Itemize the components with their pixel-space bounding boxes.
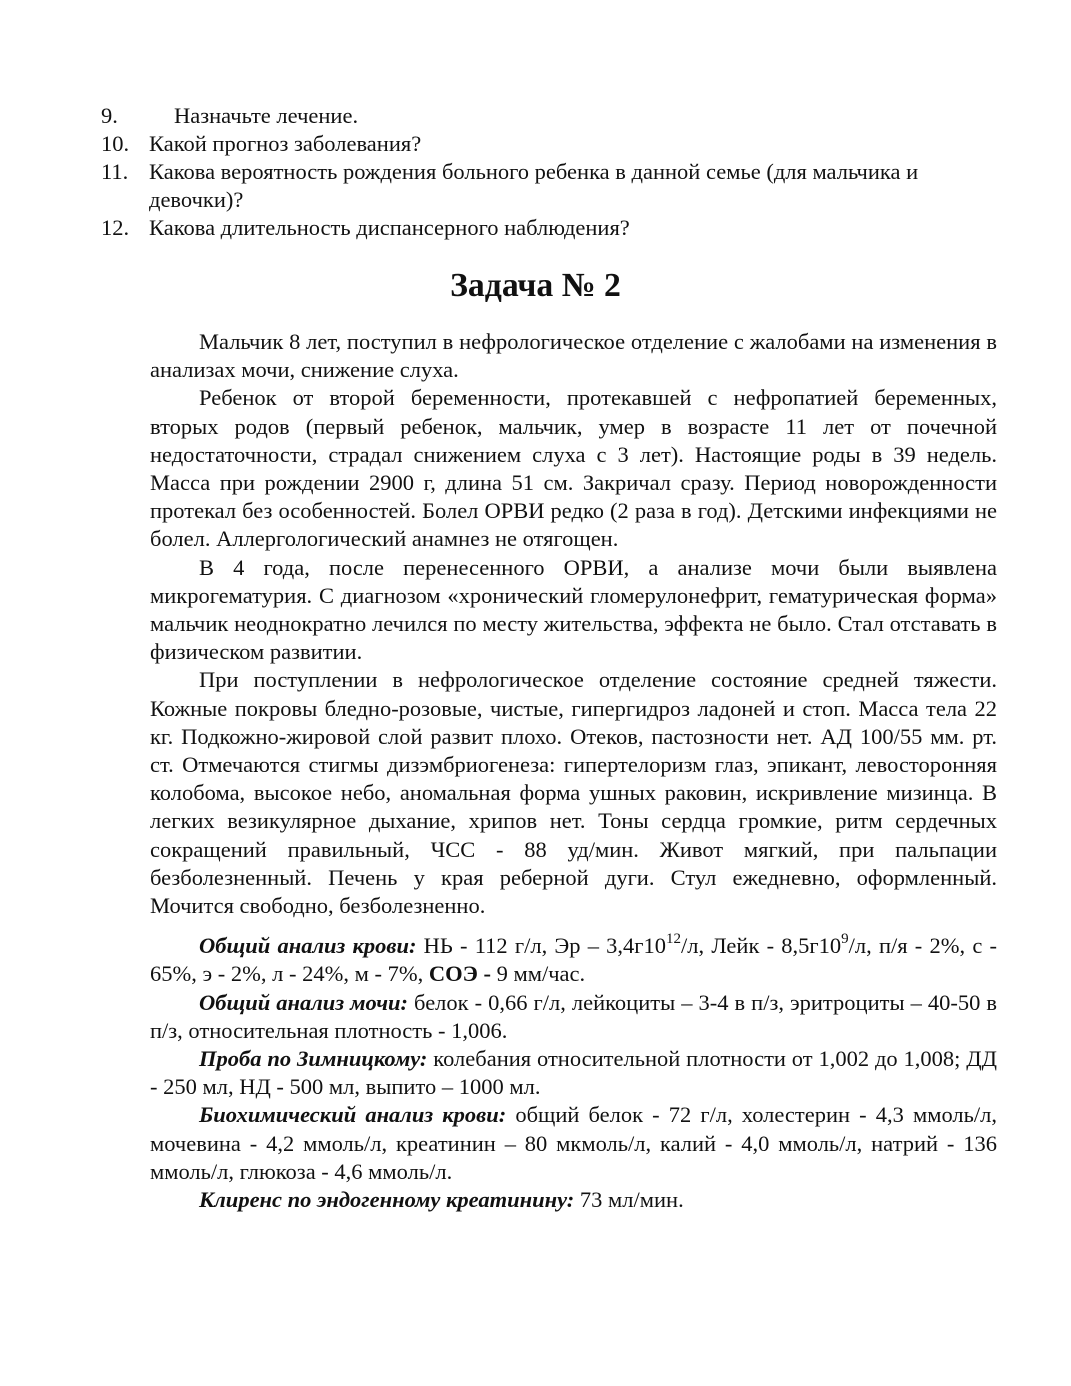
blood-test-part1: НЬ - 112 г/л, Эр – 3,4г10 xyxy=(423,933,667,959)
esr-label: СОЭ - xyxy=(428,961,491,987)
blood-test-section xyxy=(150,932,997,988)
question-text: Какой прогноз заболевания? xyxy=(149,131,422,156)
blood-test-part3: /л, п/я - 2%, с - 65%, э - 2%, л - 24%, м - 7%, xyxy=(150,933,998,987)
clearance-text: 73 мл/мин. xyxy=(579,1187,684,1213)
question-item xyxy=(101,102,1001,130)
esr-value: 9 мм/час. xyxy=(496,961,586,987)
clearance-label: Клиренс по эндогенному креатинину: xyxy=(199,1187,575,1213)
question-item xyxy=(101,130,1001,158)
blood-exponent-1: 12 xyxy=(666,931,682,948)
question-item xyxy=(101,158,1001,214)
question-number: 11. xyxy=(101,159,129,184)
blood-test-part2: /л, Лейк - 8,5г10 xyxy=(681,933,842,959)
blood-test-label: Общий анализ крови: xyxy=(199,933,417,959)
clearance-section xyxy=(150,1186,997,1214)
zimnitsky-test-label: Проба по Зимницкому: xyxy=(199,1046,428,1072)
task-body xyxy=(150,328,997,1214)
paragraph-examination: При поступлении в нефрологическое отделение состояние средней тяжести. Кожные покровы бледно-розовые, чистые, гипергидроз ладоней и стоп. Масса тела 22 кг. Подкожно-жировой слой развит плохо. Отеков, пастозности нет. АД 100/55 мм. рт. ст. Отмечаются стигмы дизэмбриогенеза: гипертелоризм глаз, эпикант, левосторонняя колобома, высокое небо, аномальная форма ушных раковин, искривление мизинца. В легких везикулярное дыхание, хрипов нет. Тоны сердца громкие, ритм сердечных сокращений правильный, ЧСС - 88 уд/мин. Живот мягкий, при пальпации безболезненный. Печень у края реберной дуги. Стул ежедневно, оформленный. Мочится свободно, безболезненно. xyxy=(150,667,997,919)
question-text: Назначьте лечение. xyxy=(174,103,359,128)
zimnitsky-test-text: колебания относительной плотности от 1,002 до 1,008; ДД - 250 мл, НД - 500 мл, выпито – 1000 мл. xyxy=(150,1046,997,1100)
question-item xyxy=(101,214,1001,242)
task-title: Задача № 2 xyxy=(450,267,621,304)
question-number: 12. xyxy=(101,215,130,240)
biochem-test-text: общий белок - 72 г/л, холестерин - 4,3 ммоль/л, мочевина - 4,2 ммоль/л, креатинин – 80 мкмоль/л, калий - 4,0 ммоль/л, натрий - 136 ммоль/л, глюкоза - 4,6 ммоль/л. xyxy=(150,1102,998,1184)
blood-exponent-2: 9 xyxy=(841,931,849,948)
biochem-test-label: Биохимический анализ крови: xyxy=(199,1102,507,1128)
urine-test-text: белок - 0,66 г/л, лейкоциты – 3-4 в п/з, эритроциты – 40-50 в п/з, относительная плотность - 1,006. xyxy=(150,989,997,1043)
urine-test-section xyxy=(150,989,997,1045)
urine-test-label: Общий анализ мочи: xyxy=(199,989,409,1015)
question-text: Какова вероятность рождения больного ребенка в данной семье (для мальчика и девочки)? xyxy=(149,159,919,212)
zimnitsky-test-section xyxy=(150,1045,997,1101)
biochem-test-section xyxy=(150,1101,997,1186)
question-number: 9. xyxy=(101,103,118,128)
paragraph-history: В 4 года, после перенесенного ОРВИ, а анализе мочи были выявлена микрогематурия. С диагнозом «хронический гломерулонефрит, гематурическая форма» мальчик неоднократно лечился по месту жительства, эффекта не было. Стал отставать в физическом развитии. xyxy=(150,554,997,665)
paragraph-anamnesis: Ребенок от второй беременности, протекавшей с нефропатией беременных, вторых родов (первый ребенок, мальчик, умер в возрасте 11 лет от почечной недостаточности, страдал снижением слуха с 3 лет). Настоящие роды в 39 недель. Масса при рождении 2900 г, длина 51 см. Закричал сразу. Период новорожденности протекал без особенностей. Болел ОРВИ редко (2 раза в год). Детскими инфекциями не болел. Аллергологический анамнез не отягощен. xyxy=(150,385,997,552)
question-text: Какова длительность диспансерного наблюдения? xyxy=(149,215,630,240)
question-number: 10. xyxy=(101,131,130,156)
paragraph-complaints: Мальчик 8 лет, поступил в нефрологическое отделение с жалобами на изменения в анализах мочи, снижение слуха. xyxy=(150,329,997,383)
